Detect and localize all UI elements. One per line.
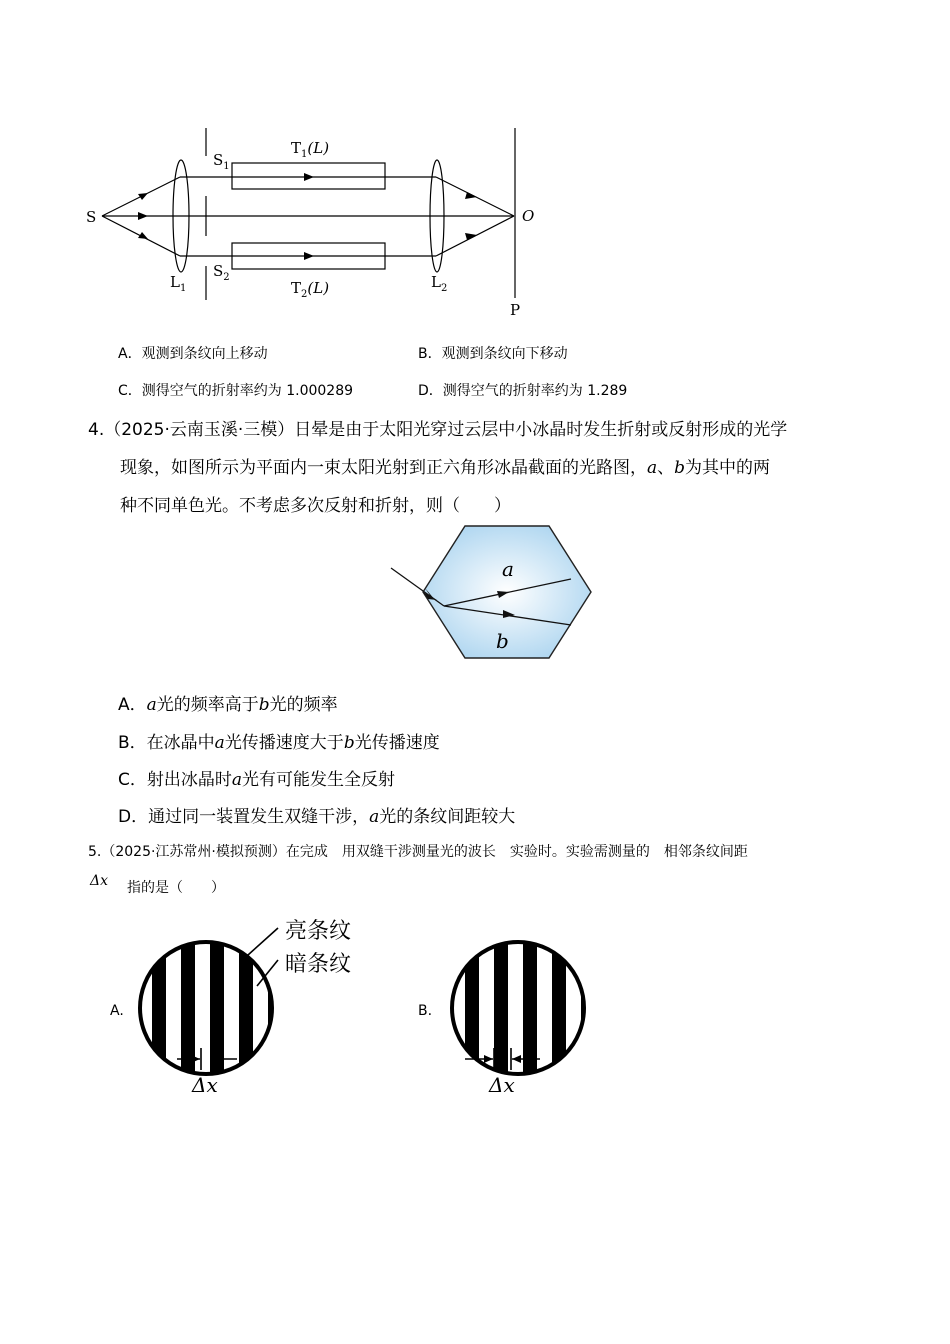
q4-separator: 、 [657,458,675,478]
label-S2: S [213,262,224,280]
label-S2-sub: 2 [223,272,230,283]
label-L1-sub: 1 [179,283,187,294]
q4-option-c-var-a: a [231,770,243,790]
q4-stem-line-3: 种不同单色光。不考虑多次反射和折射，则（ ） [120,496,511,516]
svg-text:T1(L) [291,139,329,160]
q4-option-d[interactable] [118,802,515,827]
q4-stem-line-2 [120,453,770,478]
label-S1: S [213,151,224,169]
label-S: S [86,208,97,226]
q5-dark-fringe-label: 暗条纹 [285,952,352,977]
label-L2: L [431,273,441,291]
q4-option-a-var-b: b [258,695,270,715]
q4-option-b-var-b: b [343,733,355,753]
q4-option-a-var-a: a [146,695,157,715]
q3-option-d[interactable]: D．测得空气的折射率约为 1.289 [418,383,628,399]
q5-stem-line-1: 5.（2025·江苏常州·模拟预测）在完成 用双缝干涉测量光的波长 实验时。实验需测量的 相邻条纹间距 [88,844,748,860]
q5-option-b-label[interactable]: B. [418,1003,433,1019]
q4-option-b-var-a: a [214,733,225,753]
hexagon-crystal-diagram [385,522,595,664]
svg-text:S1 [213,151,230,172]
svg-text:L1 [170,273,186,294]
q4-option-a-tail: 光的频率 [269,695,338,715]
q5-option-a-label[interactable]: A. [110,1003,124,1019]
q4-option-b-prefix: B．在冰晶中 [118,733,215,753]
q4-var-b: b [674,458,686,478]
label-S1-sub: 1 [223,161,230,172]
label-O: O [522,207,535,225]
q5-bright-fringe-label: 亮条纹 [285,919,352,944]
q4-option-d-tail: 光的条纹间距较大 [379,807,516,827]
q4-stem-line-1: 4.（2025·云南玉溪·三模）日晕是由于太阳光穿过云层中小冰晶时发生折射或反射形成的光学 [88,420,788,440]
q5-option-b-dx: Δx [489,1073,515,1097]
q4-var-a: a [647,458,658,478]
q4-stem-line-2-tail: 为其中的两 [685,458,771,478]
q4-option-a[interactable] [118,690,338,715]
q4-option-c[interactable] [118,765,395,790]
q5-stem-line-2: 指的是（ ） [127,880,225,896]
q5-option-a-dx: Δx [192,1073,218,1097]
q4-stem-line-2-text: 现象，如图所示为平面内一束太阳光射到正六角形冰晶截面的光路图， [120,458,647,478]
q5-delta-x: Δx [90,873,109,889]
q4-option-c-tail: 光有可能发生全反射 [242,770,396,790]
q3-option-a[interactable]: A．观测到条纹向上移动 [118,346,268,362]
q4-option-b[interactable] [118,728,440,753]
label-T2-sub: 2 [301,289,308,300]
q4-option-b-tail: 光传播速度 [354,733,440,753]
svg-text:L2 [431,273,447,294]
q4-option-d-prefix: D．通过同一装置发生双缝干涉， [118,807,370,827]
q4-option-a-mid: 光的频率高于 [156,695,259,715]
label-T2: T [291,279,302,297]
label-T1-length: (L) [307,139,330,157]
q4-option-b-mid: 光传播速度大于 [224,733,344,753]
svg-text:T2(L) [291,279,329,300]
fig-label-a: a [502,557,514,581]
label-T1-sub: 1 [301,149,308,160]
q5-option-a-figure[interactable] [135,908,385,1098]
q4-option-d-var-a: a [369,807,380,827]
label-T1: T [291,139,302,157]
fig-label-b: b [496,629,509,653]
q3-option-b[interactable]: B．观测到条纹向下移动 [418,346,568,362]
label-P: P [510,301,521,319]
q4-option-c-prefix: C．射出冰晶时 [118,770,232,790]
q4-option-a-prefix: A． [118,695,147,715]
label-L1: L [170,273,180,291]
q5-option-b-figure[interactable] [445,908,605,1098]
label-T2-length: (L) [307,279,330,297]
interferometer-diagram [80,120,550,325]
q3-option-c[interactable]: C．测得空气的折射率约为 1.000289 [118,383,354,399]
label-L2-sub: 2 [440,283,448,294]
svg-text:S2 [213,262,230,283]
